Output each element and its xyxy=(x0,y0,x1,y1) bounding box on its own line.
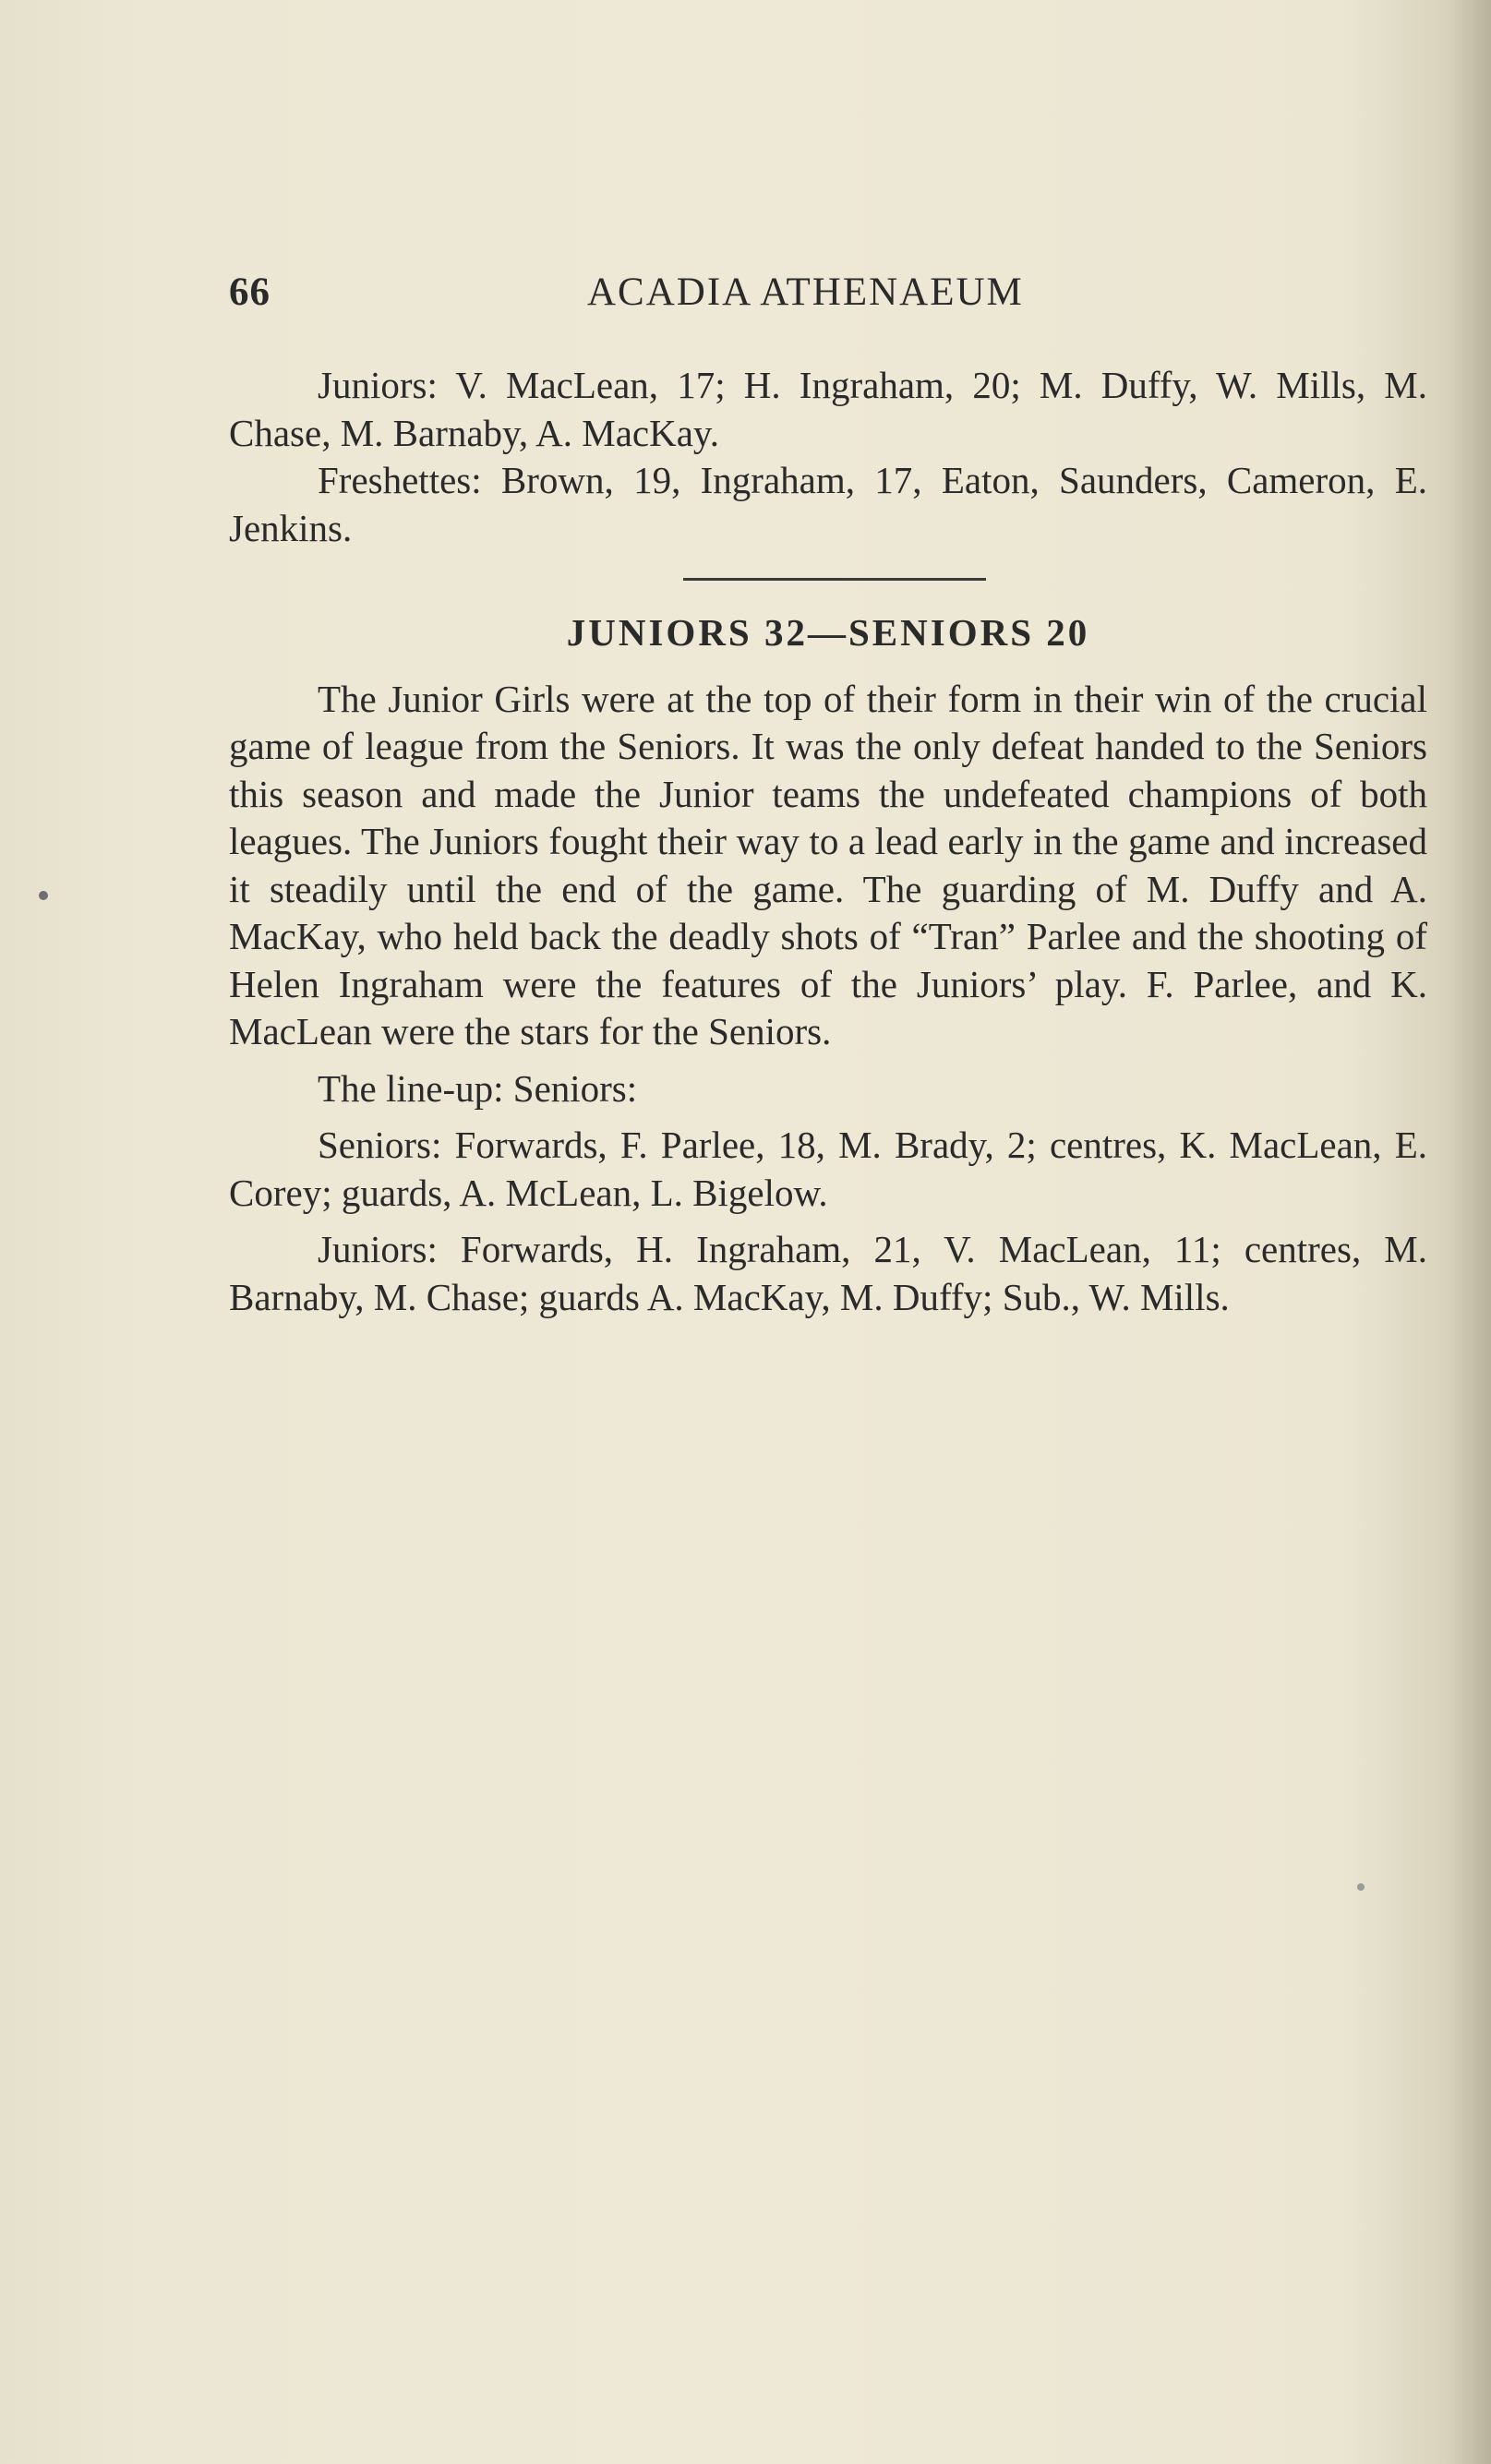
seniors-lineup: Seniors: Forwards, F. Parlee, 18, M. Brady, 2; centres, K. MacLean, E. Corey; guards, A. McLean, L. Bigelow. xyxy=(229,1124,1427,1214)
running-title: ACADIA ATHENAEUM xyxy=(587,270,1024,314)
section-divider xyxy=(683,578,986,581)
freshettes-roster: Freshettes: Brown, 19, Ingraham, 17, Eaton, Saunders, Cameron, E. Jenkins. xyxy=(229,459,1427,549)
juniors-lineup: Juniors: Forwards, H. Ingraham, 21, V. MacLean, 11; centres, M. Barnaby, M. Chase; guards A. MacKay, M. Duffy; Sub., W. Mills. xyxy=(229,1228,1427,1318)
paper-speck xyxy=(1357,1883,1365,1891)
section-divider-wrap xyxy=(229,552,1427,604)
section-heading: JUNIORS 32—SENIORS 20 xyxy=(566,611,1090,654)
page-number: 66 xyxy=(229,270,271,314)
page-header xyxy=(229,270,1106,325)
game-report-paragraph: The Junior Girls were at the top of their form in their win of the crucial game of league from the Seniors. It was the only defeat handed to the Seniors this season and made the Junior teams the undefeated champions of both leagues. The Juniors fought their way to a lead early in the game and increased it steadily until the end of the game. The guarding of M. Duffy and A. MacKay, who held back the deadly shots of “Tran” Parlee and the shooting of Helen Ingraham were the features of the Juniors’ play. F. Parlee, and K. MacLean were the stars for the Seniors. xyxy=(229,677,1427,1052)
lineup-intro: The line-up: Seniors: xyxy=(318,1066,638,1110)
page-body xyxy=(229,362,1427,1321)
juniors-roster: Juniors: V. MacLean, 17; H. Ingraham, 20; M. Duffy, W. Mills, M. Chase, M. Barnaby, A. MacKay. xyxy=(229,364,1427,454)
paper-speck xyxy=(39,891,48,900)
